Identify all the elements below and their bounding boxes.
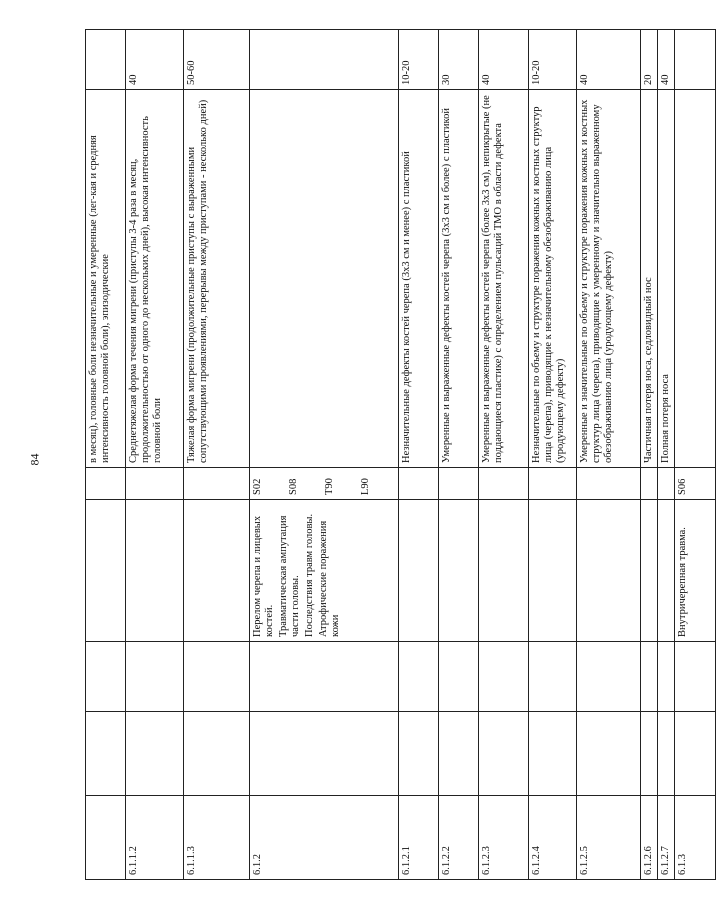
empty-cell bbox=[658, 642, 675, 712]
table-row bbox=[529, 30, 577, 880]
table-row bbox=[86, 30, 126, 880]
icd-code-cell bbox=[658, 468, 675, 500]
diagnosis-cell bbox=[529, 500, 577, 642]
empty-cell bbox=[641, 642, 658, 712]
empty-cell bbox=[439, 642, 479, 712]
description-cell: Полная потеря носа bbox=[658, 90, 675, 468]
table-row bbox=[675, 30, 716, 880]
empty-cell bbox=[250, 712, 399, 796]
diagnosis-name: Внутричерепная травма. bbox=[677, 527, 689, 637]
percent-cell bbox=[675, 30, 716, 90]
description-cell: Незначительные дефекты костей черепа (3х3 см и менее) с пластикой bbox=[399, 90, 439, 468]
item-code-cell bbox=[86, 796, 126, 880]
percent-cell bbox=[86, 30, 126, 90]
percent-cell: 10-20 bbox=[399, 30, 439, 90]
diagnosis-cell bbox=[479, 500, 529, 642]
item-code-cell: 6.1.2.7 bbox=[658, 796, 675, 880]
empty-cell bbox=[439, 712, 479, 796]
diagnosis-name: Перелом черепа и лицевых костей. bbox=[252, 515, 276, 637]
diagnosis-cell bbox=[184, 500, 250, 642]
percent-cell bbox=[250, 30, 399, 90]
item-code-cell: 6.1.3 bbox=[675, 796, 716, 880]
diagnosis-cell bbox=[675, 500, 716, 642]
icd-code: T90 bbox=[324, 478, 335, 495]
description-cell: Незначительные по объему и структуре поражения кожных и костных структур лица (черепа), приводящие к незначительному обезображиванию лица (уродующему дефекту) bbox=[529, 90, 577, 468]
diagnosis-cell bbox=[399, 500, 439, 642]
empty-cell bbox=[658, 712, 675, 796]
description-cell: Умеренные и значительные по объему и структуре поражения кожных и костных структур лица (черепа), приводящие к умеренному и значительно выраженному обезображиванию лица (уродующему дефекту) bbox=[577, 90, 641, 468]
icd-code: L90 bbox=[360, 478, 371, 495]
icd-code-cell bbox=[126, 468, 184, 500]
table-row bbox=[577, 30, 641, 880]
item-code-cell: 6.1.2.1 bbox=[399, 796, 439, 880]
diagnosis-cell bbox=[250, 500, 399, 642]
percent-cell: 50-60 bbox=[184, 30, 250, 90]
icd-code-cell bbox=[250, 468, 399, 500]
empty-cell bbox=[126, 712, 184, 796]
icd-code: S06 bbox=[677, 478, 689, 495]
description-cell: Среднетяжелая форма течения мигрени (приступы 3-4 раза в месяц, продолжительностью от одного до нескольких дней), высокая интенсивность головной боли bbox=[126, 90, 184, 468]
description-cell: в месяц), головные боли незначительные и умеренные (лег-кая и средняя интенсивность головной боли), эпизодические bbox=[86, 90, 126, 468]
table-row bbox=[250, 30, 399, 880]
description-cell bbox=[675, 90, 716, 468]
diagnosis-name: Травматическая ампутация части головы. bbox=[278, 515, 302, 637]
item-code-cell: 6.1.2.5 bbox=[577, 796, 641, 880]
percent-cell: 20 bbox=[641, 30, 658, 90]
empty-cell bbox=[675, 712, 716, 796]
icd-code-cell bbox=[577, 468, 641, 500]
table-row bbox=[184, 30, 250, 880]
icd-code: S08 bbox=[288, 478, 299, 495]
icd-code-cell bbox=[184, 468, 250, 500]
diagnosis-name: Последствия травм головы. bbox=[304, 513, 316, 637]
icd-code-cell bbox=[529, 468, 577, 500]
table-row bbox=[399, 30, 439, 880]
page-number: 84 bbox=[27, 453, 42, 466]
icd-code-cell bbox=[479, 468, 529, 500]
description-cell: Частичная потеря носа, седловидный нос bbox=[641, 90, 658, 468]
description-cell: Умеренные и выраженные дефекты костей черепа (более 3х3 см), непикрытые (не поддающиеся пластике) с определением пульсаций ТМО в области дефекта bbox=[479, 90, 529, 468]
icd-code-cell bbox=[399, 468, 439, 500]
item-code-cell: 6.1.2.2 bbox=[439, 796, 479, 880]
diagnosis-cell bbox=[126, 500, 184, 642]
diagnosis-cell bbox=[439, 500, 479, 642]
icd-code: S02 bbox=[252, 478, 263, 495]
icd-code-cell bbox=[439, 468, 479, 500]
empty-cell bbox=[479, 712, 529, 796]
table-row bbox=[439, 30, 479, 880]
item-code-cell: 6.1.2.4 bbox=[529, 796, 577, 880]
table-row bbox=[126, 30, 184, 880]
table-row bbox=[641, 30, 658, 880]
description-cell bbox=[250, 90, 399, 468]
diagnosis-name: Атрофические поражения кожи bbox=[318, 520, 342, 637]
empty-cell bbox=[529, 642, 577, 712]
empty-cell bbox=[86, 712, 126, 796]
item-code-cell: 6.1.2.6 bbox=[641, 796, 658, 880]
icd-code-cell bbox=[86, 468, 126, 500]
rotated-page-content bbox=[85, 30, 689, 880]
item-code-cell: 6.1.2 bbox=[250, 796, 399, 880]
diagnosis-cell bbox=[658, 500, 675, 642]
empty-cell bbox=[675, 642, 716, 712]
item-code-cell: 6.1.1.3 bbox=[184, 796, 250, 880]
empty-cell bbox=[529, 712, 577, 796]
empty-cell bbox=[184, 712, 250, 796]
diagnosis-cell bbox=[577, 500, 641, 642]
empty-cell bbox=[399, 642, 439, 712]
percent-cell: 40 bbox=[577, 30, 641, 90]
table-row bbox=[658, 30, 675, 880]
percent-cell: 30 bbox=[439, 30, 479, 90]
empty-cell bbox=[399, 712, 439, 796]
item-code-cell: 6.1.2.3 bbox=[479, 796, 529, 880]
empty-cell bbox=[86, 642, 126, 712]
empty-cell bbox=[641, 712, 658, 796]
icd-code-cell bbox=[675, 468, 716, 500]
empty-cell bbox=[250, 642, 399, 712]
empty-cell bbox=[184, 642, 250, 712]
empty-cell bbox=[126, 642, 184, 712]
table-row bbox=[479, 30, 529, 880]
item-code-cell: 6.1.1.2 bbox=[126, 796, 184, 880]
empty-cell bbox=[577, 642, 641, 712]
diagnosis-cell bbox=[86, 500, 126, 642]
empty-cell bbox=[479, 642, 529, 712]
percent-cell: 10-20 bbox=[529, 30, 577, 90]
diagnosis-cell bbox=[641, 500, 658, 642]
description-cell: Тяжелая форма мигрени (продолжительные приступы с выраженными сопутствующими проявлениями, перерывы между приступами - несколько дней) bbox=[184, 90, 250, 468]
description-cell: Умеренные и выраженные дефекты костей черепа (3х3 см и более) с пластикой bbox=[439, 90, 479, 468]
percent-cell: 40 bbox=[126, 30, 184, 90]
percent-cell: 40 bbox=[479, 30, 529, 90]
percent-cell: 40 bbox=[658, 30, 675, 90]
empty-cell bbox=[577, 712, 641, 796]
disability-criteria-table bbox=[85, 29, 716, 880]
icd-code-cell bbox=[641, 468, 658, 500]
